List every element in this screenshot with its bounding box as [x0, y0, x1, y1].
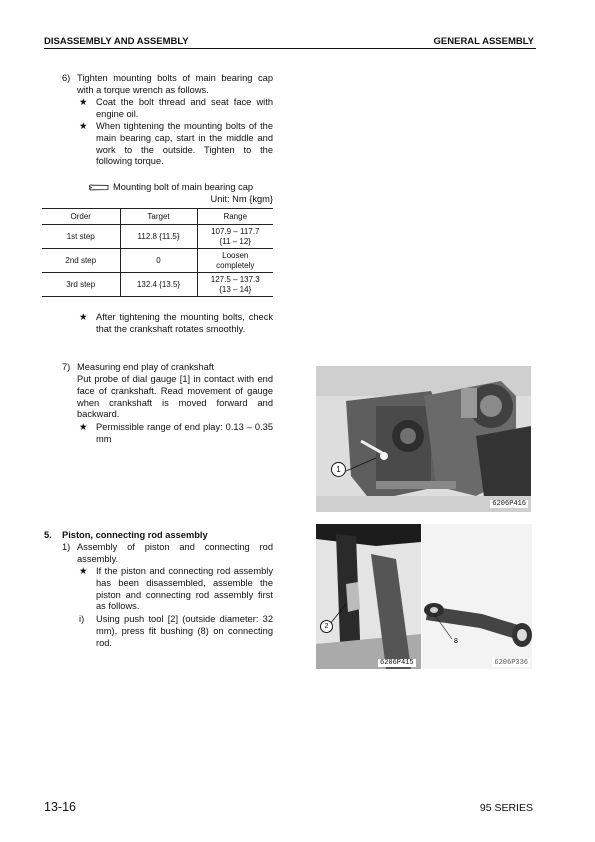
- crankshaft-endplay-photo: [316, 366, 531, 512]
- star-icon: ★: [79, 121, 88, 132]
- step6-text: Tighten mounting bolts of main bearing cap with a torque wrench as follows.: [77, 73, 273, 95]
- connecting-rod-photo: [422, 524, 532, 669]
- star-icon: ★: [79, 312, 88, 323]
- model-series: 95 SERIES: [479, 802, 533, 814]
- star-icon: ★: [79, 97, 88, 108]
- col-range: Range: [197, 209, 273, 225]
- photo-caption: 6206P416: [492, 500, 526, 508]
- header-chapter-title: GENERAL ASSEMBLY: [433, 36, 534, 47]
- push-tool-photo: [316, 524, 421, 669]
- step6-number: 6): [62, 73, 71, 83]
- step6-note-check: After tightening the mounting bolts, check that the crankshaft rotates smoothly.: [96, 312, 273, 334]
- photo-caption: 6206P336: [494, 659, 528, 667]
- step7-text: Put probe of dial gauge [1] in contact with end face of crankshaft. Read movement of gauge when crankshaft is moved forward and backward.: [77, 374, 273, 420]
- cell-target: 112.8 {11.5}: [120, 225, 197, 249]
- step-i-number: i): [79, 614, 85, 624]
- torque-table: [42, 208, 273, 297]
- step7-note: Permissible range of end play: 0.13 – 0.35 mm: [96, 422, 273, 444]
- callout-8: 8: [454, 638, 458, 645]
- step7-title: Measuring end play of crankshaft: [77, 362, 214, 372]
- section5-number: 5.: [44, 530, 52, 540]
- callout-1: 1: [331, 462, 346, 477]
- wrench-icon: [89, 184, 109, 191]
- page-number: 13-16: [44, 800, 76, 814]
- step-i-text: Using push tool [2] (outside diameter: 32 mm), press fit bushing (8) on connecting rod.: [96, 614, 273, 648]
- cell-target: 0: [120, 249, 197, 273]
- step7-number: 7): [62, 362, 71, 372]
- cell-order: 2nd step: [42, 249, 120, 273]
- cell-order: 3rd step: [42, 273, 120, 297]
- col-target: Target: [120, 209, 197, 225]
- connecting-rod-illustration: [422, 524, 532, 669]
- table-row: [42, 249, 273, 273]
- cell-range: 107.9 – 117.7 {11 – 12}: [197, 225, 273, 249]
- table-row: [42, 273, 273, 297]
- table-header-row: [42, 209, 273, 225]
- torque-unit: Unit: Nm {kgm}: [210, 194, 273, 204]
- engine-block-illustration: [316, 366, 531, 512]
- cell-range: Loosen completely: [197, 249, 273, 273]
- page-header: [44, 36, 536, 49]
- callout-2: 2: [320, 620, 333, 633]
- push-tool-illustration: [316, 524, 421, 669]
- header-section-title: DISASSEMBLY AND ASSEMBLY: [44, 36, 189, 47]
- section5-note: If the piston and connecting rod assembly has been disassembled, assemble the piston and connecting rod assembly first as follows.: [96, 566, 273, 612]
- step6-note-oil: Coat the bolt thread and seat face with engine oil.: [96, 97, 273, 119]
- section5-sub-text: Assembly of piston and connecting rod assembly.: [77, 542, 273, 564]
- section5-title: Piston, connecting rod assembly: [62, 530, 208, 540]
- cell-target: 132.4 {13.5}: [120, 273, 197, 297]
- cell-range: 127.5 – 137.3 {13 – 14}: [197, 273, 273, 297]
- star-icon: ★: [79, 422, 88, 433]
- col-order: Order: [42, 209, 120, 225]
- star-icon: ★: [79, 566, 88, 577]
- photo-caption: 6206P415: [380, 659, 414, 667]
- step6-note-order: When tightening the mounting bolts of the main bearing cap, start in the middle and work to the outside. Tighten to the following torque.: [96, 121, 273, 167]
- table-row: [42, 225, 273, 249]
- cell-order: 1st step: [42, 225, 120, 249]
- torque-spec-title: Mounting bolt of main bearing cap: [113, 182, 254, 192]
- section5-sub-number: 1): [62, 542, 71, 552]
